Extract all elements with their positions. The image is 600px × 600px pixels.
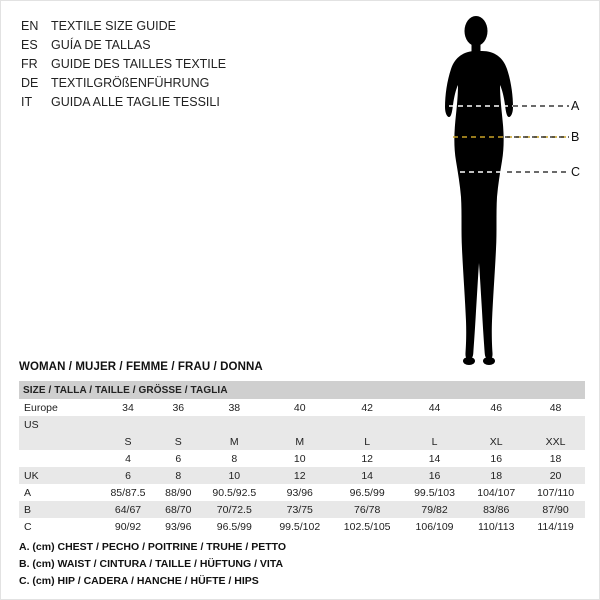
cell: 96.5/99	[201, 518, 268, 535]
cell: 38	[201, 399, 268, 416]
language-title: TEXTILGRÖßENFÜHRUNG	[51, 76, 210, 90]
cell: 12	[332, 450, 403, 467]
cell: 68/70	[156, 501, 201, 518]
cell: 20	[526, 467, 585, 484]
language-code: ES	[21, 38, 38, 52]
cell: 64/67	[100, 501, 156, 518]
row-label	[19, 450, 100, 467]
row-label: Europe	[19, 399, 100, 416]
cell: S	[100, 433, 156, 450]
table-row	[19, 450, 585, 467]
cell: 6	[100, 467, 156, 484]
cell: 48	[526, 399, 585, 416]
cell: 42	[332, 399, 403, 416]
language-title: GUIDE DES TAILLES TEXTILE	[51, 57, 227, 71]
row-label: A	[19, 484, 100, 501]
cell: 34	[100, 399, 156, 416]
cell: 18	[466, 467, 526, 484]
row-label: UK	[19, 467, 100, 484]
cell: 99.5/103	[403, 484, 467, 501]
measure-label-c: C	[571, 165, 581, 179]
cell: 8	[201, 450, 268, 467]
language-row	[21, 55, 351, 74]
table-row	[19, 518, 585, 535]
row-label: B	[19, 501, 100, 518]
table-row	[19, 399, 585, 416]
table-row	[19, 501, 585, 518]
cell: 8	[156, 467, 201, 484]
cell: 16	[403, 467, 467, 484]
note-chest: A. (cm) CHEST / PECHO / POITRINE / TRUHE / PETTO	[19, 541, 287, 553]
cell: 18	[526, 450, 585, 467]
cell	[201, 416, 268, 433]
cell: 93/96	[268, 484, 332, 501]
language-row	[21, 93, 351, 112]
measurement-notes	[19, 539, 579, 590]
cell: 88/90	[156, 484, 201, 501]
cell: 76/78	[332, 501, 403, 518]
cell: 85/87.5	[100, 484, 156, 501]
cell: 73/75	[268, 501, 332, 518]
cell: 10	[268, 450, 332, 467]
cell: 99.5/102	[268, 518, 332, 535]
cell	[100, 416, 156, 433]
note-waist: B. (cm) WAIST / CINTURA / TAILLE / HÜFTUNG / VITA	[19, 558, 284, 570]
cell: 36	[156, 399, 201, 416]
cell: 106/109	[403, 518, 467, 535]
language-title: TEXTILE SIZE GUIDE	[51, 19, 177, 33]
cell: 4	[100, 450, 156, 467]
cell: 12	[268, 467, 332, 484]
language-title: GUÍA DE TALLAS	[51, 38, 151, 52]
cell	[466, 416, 526, 433]
cell: XL	[466, 433, 526, 450]
language-code: EN	[21, 19, 39, 33]
cell: M	[201, 433, 268, 450]
measure-label-b: B	[571, 130, 580, 144]
cell	[156, 416, 201, 433]
cell: 90.5/92.5	[201, 484, 268, 501]
cell: S	[156, 433, 201, 450]
cell: 40	[268, 399, 332, 416]
cell	[403, 416, 467, 433]
table-header-label: SIZE / TALLA / TAILLE / GRÖSSE / TAGLIA	[19, 381, 585, 399]
cell: 104/107	[466, 484, 526, 501]
cell: L	[403, 433, 467, 450]
cell: 87/90	[526, 501, 585, 518]
figure-area	[401, 9, 591, 369]
table-row	[19, 416, 585, 433]
table-row	[19, 467, 585, 484]
language-title: GUIDA ALLE TAGLIE TESSILI	[51, 95, 220, 109]
cell: 14	[332, 467, 403, 484]
cell: 96.5/99	[332, 484, 403, 501]
table-row	[19, 433, 585, 450]
cell: 10	[201, 467, 268, 484]
table-header-row	[19, 381, 585, 399]
table-row	[19, 484, 585, 501]
language-row	[21, 17, 351, 36]
size-table	[19, 381, 585, 535]
cell: 16	[466, 450, 526, 467]
note-hip: C. (cm) HIP / CADERA / HANCHE / HÜFTE / HIPS	[19, 575, 259, 587]
cell: M	[268, 433, 332, 450]
row-label	[19, 433, 100, 450]
cell: 70/72.5	[201, 501, 268, 518]
cell: XXL	[526, 433, 585, 450]
language-title-list	[21, 17, 351, 112]
cell	[268, 416, 332, 433]
cell: 107/110	[526, 484, 585, 501]
cell: 14	[403, 450, 467, 467]
language-row	[21, 74, 351, 93]
cell: 93/96	[156, 518, 201, 535]
cell: 110/113	[466, 518, 526, 535]
cell	[526, 416, 585, 433]
section-title-woman: WOMAN / MUJER / FEMME / FRAU / DONNA	[19, 361, 263, 373]
woman-silhouette-icon	[401, 9, 591, 369]
cell: 83/86	[466, 501, 526, 518]
row-label: C	[19, 518, 100, 535]
cell: L	[332, 433, 403, 450]
language-row	[21, 36, 351, 55]
cell: 102.5/105	[332, 518, 403, 535]
language-code: FR	[21, 57, 38, 71]
cell: 90/92	[100, 518, 156, 535]
cell: 114/119	[526, 518, 585, 535]
row-label: US	[19, 416, 100, 433]
cell: 79/82	[403, 501, 467, 518]
measure-label-a: A	[571, 99, 580, 113]
cell	[332, 416, 403, 433]
cell: 44	[403, 399, 467, 416]
language-code: DE	[21, 76, 39, 90]
cell: 6	[156, 450, 201, 467]
cell: 46	[466, 399, 526, 416]
language-code: IT	[21, 95, 33, 109]
